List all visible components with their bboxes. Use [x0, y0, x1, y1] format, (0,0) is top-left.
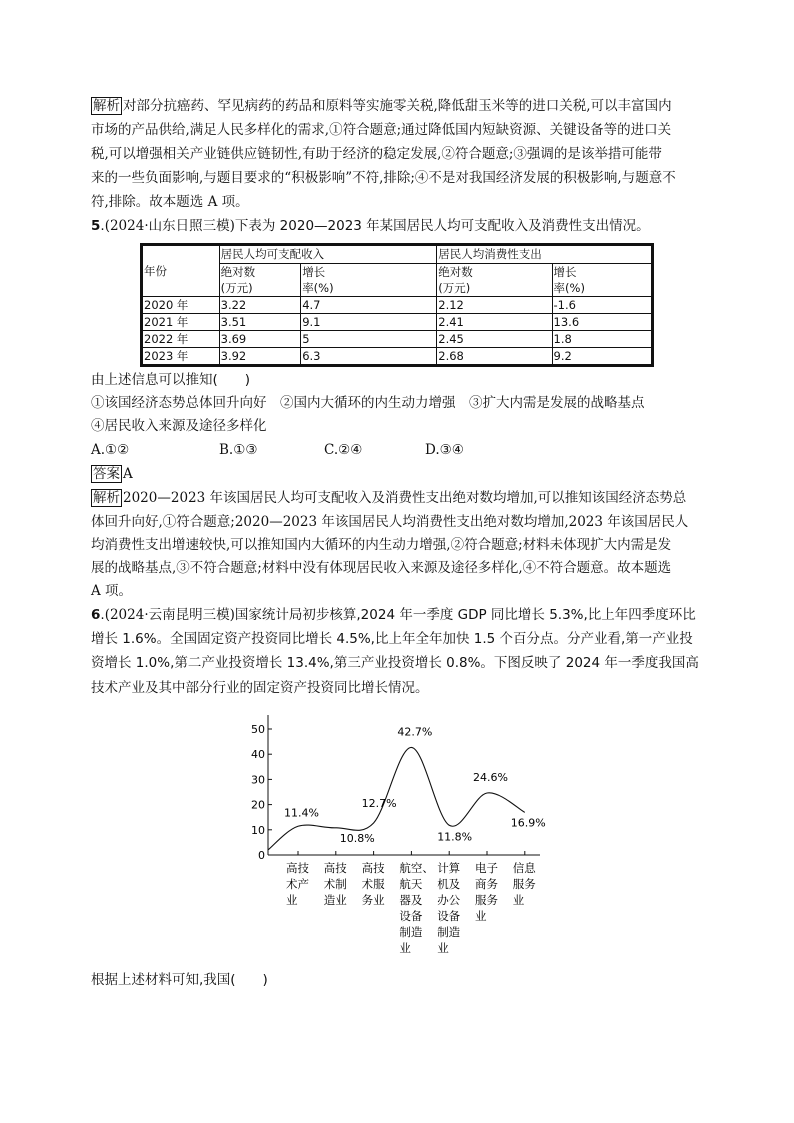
y-tick-label: 0	[258, 849, 265, 862]
x-tick-label: 航天	[399, 877, 423, 891]
y-tick-label: 20	[251, 798, 265, 812]
statements: ④居民收入来源及途径多样化	[91, 418, 267, 434]
x-tick-label: 服务	[475, 893, 498, 907]
answer: 答案 A	[93, 466, 133, 482]
y-tick-label: 10	[251, 823, 265, 837]
x-tick-label: 高技	[323, 861, 347, 875]
option-d[interactable]: D.③④	[425, 442, 464, 458]
table-row: 2023 年 3.92 6.3 2.68 9.2	[142, 348, 653, 366]
x-tick-label: 业	[286, 893, 298, 907]
data-label: 24.6%	[473, 771, 508, 785]
subheader: 增长 率(%)	[552, 264, 652, 297]
question-5-stem: 5.(2024·山东日照三模)下表为 2020—2023 年某国居民人均可支配收入及消费性支出情况。	[91, 218, 650, 234]
x-tick-label: 设备	[399, 909, 423, 923]
y-tick-label: 50	[251, 723, 265, 736]
data-label: 11.4%	[284, 806, 319, 820]
header-expenditure: 居民人均消费性支出	[437, 245, 653, 264]
x-tick-label: 服务	[512, 877, 536, 891]
analysis-line: 市场的产品供给,满足人民多样化的需求,①符合题意;通过降低国内短缺资源、关键设备等的进口关	[91, 122, 672, 138]
x-tick-label: 电子	[475, 861, 498, 875]
x-tick-label: 造业	[323, 893, 347, 907]
x-tick-label: 办公	[437, 893, 461, 907]
x-tick-label: 业	[475, 909, 487, 923]
x-tick-label: 商务	[475, 877, 498, 891]
analysis-line: 均消费性支出增速较快,可以推知国内大循环的内生动力增强,②符合题意;材料未体现扩大内需是发	[91, 537, 672, 553]
data-label: 42.7%	[397, 725, 433, 739]
answer-tag: 答案	[93, 466, 120, 482]
analysis-tag: 解析	[93, 98, 120, 114]
analysis-line: 体回升向好,①符合题意;2020—2023 年该国居民人均消费性支出绝对数均增加,2023 年该国居民人	[91, 514, 689, 530]
analysis-tag: 解析	[93, 490, 120, 506]
x-tick-label: 高技	[286, 861, 309, 875]
y-tick-label: 30	[251, 773, 265, 787]
x-tick-label: 航空、	[399, 861, 434, 875]
analysis-line: A 项。	[91, 583, 133, 599]
x-tick-label: 机及	[437, 877, 461, 891]
statements: ①该国经济态势总体回升向好 ②国内大循环的内生动力增强 ③扩大内需是发展的战略基点	[91, 395, 645, 411]
analysis-line: 来的一些负面影响,与题目要求的“积极影响”不符,排除;④不是对我国经济发展的积极影响,与题意不	[91, 170, 676, 186]
table-row: 2022 年 3.69 5 2.45 1.8	[142, 331, 653, 348]
analysis-line: 解析 对部分抗癌药、罕见病药的药品和原料等实施零关税,降低甜玉米等的进口关税,可以丰富国内	[93, 98, 672, 114]
option-a[interactable]: A.①②	[91, 442, 130, 458]
x-tick-label: 设备	[437, 909, 461, 923]
analysis-line: 符,排除。故本题选 A 项。	[91, 194, 249, 210]
data-label: 10.8%	[339, 831, 375, 845]
x-tick-label: 术服	[361, 877, 385, 891]
question-6-prompt: 根据上述材料可知,我国( )	[91, 972, 268, 988]
analysis-line: 税,可以增强相关产业链供应链韧性,有助于经济的稳定发展,②符合题意;③强调的是该举措可能带	[91, 146, 662, 162]
x-tick-label: 制造	[437, 925, 461, 939]
x-tick-label: 术制	[323, 877, 347, 891]
data-label: 11.8%	[437, 830, 473, 844]
x-tick-label: 业	[437, 941, 449, 955]
x-tick-label: 器及	[399, 893, 423, 907]
subheader: 增长 率(%)	[301, 264, 437, 297]
x-tick-label: 信息	[512, 861, 536, 875]
x-tick-label: 务业	[361, 893, 385, 907]
question-5-prompt: 由上述信息可以推知( )	[91, 372, 251, 388]
x-tick-label: 术产	[286, 877, 309, 891]
subheader: 绝对数 (万元)	[437, 264, 552, 297]
x-tick-label: 计算	[437, 861, 461, 875]
header-income: 居民人均可支配收入	[219, 245, 437, 264]
option-c[interactable]: C.②④	[324, 442, 363, 458]
x-tick-label: 制造	[399, 925, 423, 939]
table-row: 2021 年 3.51 9.1 2.41 13.6	[142, 314, 653, 331]
header-year: 年份	[142, 245, 220, 297]
analysis-line: 展的战略基点,③不符合题意;材料中没有体现居民收入来源及途径多样化,④不符合题意。故本题选	[91, 560, 672, 576]
subheader: 绝对数 (万元)	[219, 264, 301, 297]
x-tick-label: 业	[399, 941, 411, 955]
data-label: 16.9%	[510, 816, 546, 830]
y-tick-label: 40	[251, 748, 265, 762]
x-tick-label: 业	[512, 893, 525, 907]
table-row: 2020 年 3.22 4.7 2.12 -1.6	[142, 297, 653, 314]
x-tick-label: 高技	[361, 861, 385, 875]
option-b[interactable]: B.①③	[219, 442, 258, 458]
data-label: 12.7%	[361, 796, 397, 810]
